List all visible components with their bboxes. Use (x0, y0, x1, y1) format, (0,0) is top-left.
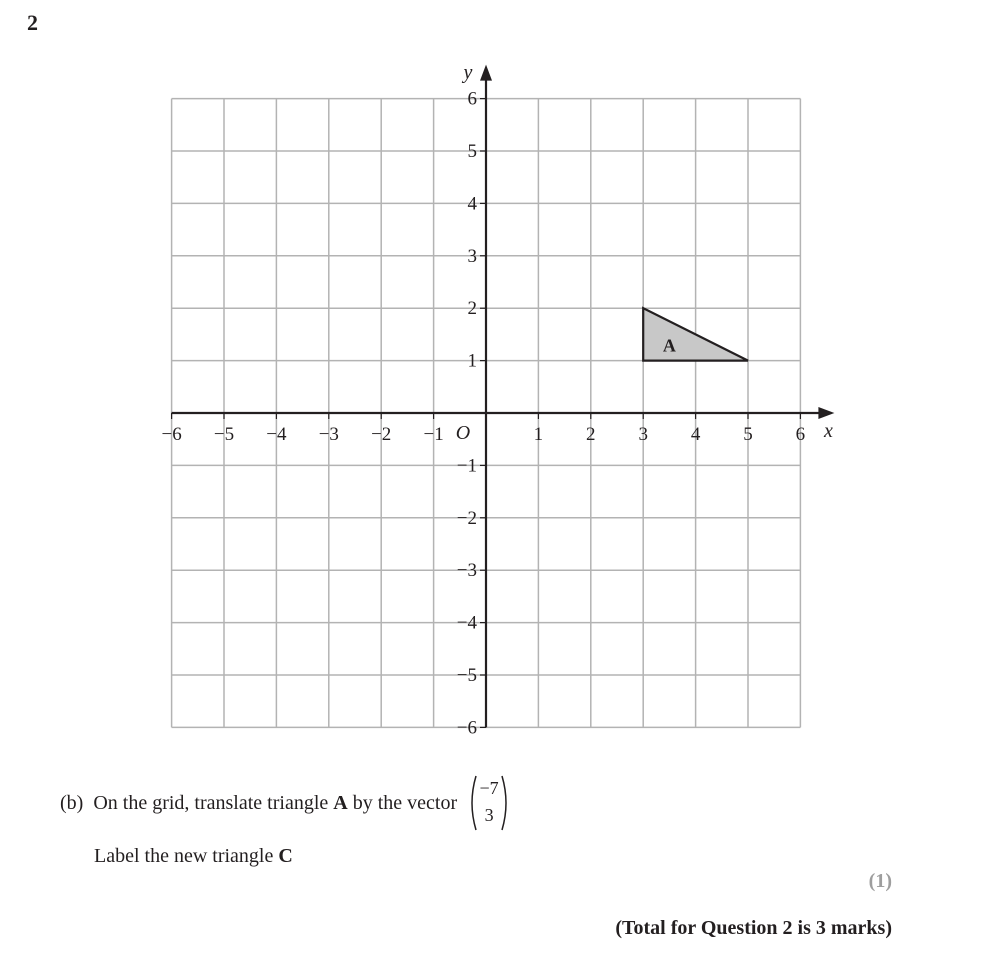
vector-x-component: −7 (479, 778, 499, 798)
y-tick-label: 3 (467, 245, 477, 267)
triangle-label: A (662, 335, 676, 356)
instruction-text (93, 792, 457, 815)
origin-label: O (455, 422, 471, 444)
marks-available: (1) (868, 870, 892, 892)
y-tick-label: −2 (456, 507, 477, 529)
question-number: 2 (27, 10, 38, 35)
x-tick-label: −3 (318, 424, 339, 445)
y-tick-label: −4 (456, 612, 477, 634)
y-tick-label: −5 (456, 665, 477, 686)
total-marks: (Total for Question 2 is 3 marks) (615, 917, 892, 939)
x-tick-label: 6 (795, 424, 806, 445)
instruction-triangle-name: A (333, 791, 348, 814)
x-tick-label: −5 (213, 424, 235, 445)
y-tick-label: 2 (467, 298, 477, 320)
vector-y-component: 3 (484, 805, 494, 825)
instruction-post: by the vector (347, 791, 458, 814)
y-tick-label: 5 (467, 141, 477, 162)
x-axis-label: x (823, 420, 833, 442)
x-tick-label: −4 (266, 424, 287, 445)
x-tick-label: 5 (743, 424, 753, 445)
part-b-letter: (b) (60, 791, 84, 814)
x-tick-label: 4 (690, 424, 701, 445)
y-tick-label: 6 (467, 88, 477, 110)
instruction-pre: On the grid, translate triangle (93, 791, 334, 814)
y-axis-arrow (480, 65, 492, 81)
y-tick-label: 1 (467, 350, 477, 372)
x-tick-label: −1 (423, 424, 444, 445)
x-axis-arrow (818, 407, 834, 419)
y-tick-label: 4 (467, 193, 477, 215)
x-tick-label: −2 (371, 424, 392, 445)
y-axis-label: y (463, 61, 473, 84)
translation-vector (467, 774, 511, 832)
part-b-instruction (60, 774, 511, 832)
y-tick-label: −1 (456, 455, 477, 477)
label-pre: Label the new triangle (94, 845, 279, 867)
x-tick-label: 2 (586, 424, 596, 445)
label-instruction (94, 845, 293, 868)
y-tick-label: −3 (456, 560, 477, 582)
label-triangle-name: C (278, 845, 293, 867)
y-tick-label: −6 (456, 717, 477, 739)
x-tick-label: −6 (161, 424, 182, 445)
x-tick-label: 3 (638, 424, 648, 445)
x-tick-label: 1 (533, 424, 544, 445)
